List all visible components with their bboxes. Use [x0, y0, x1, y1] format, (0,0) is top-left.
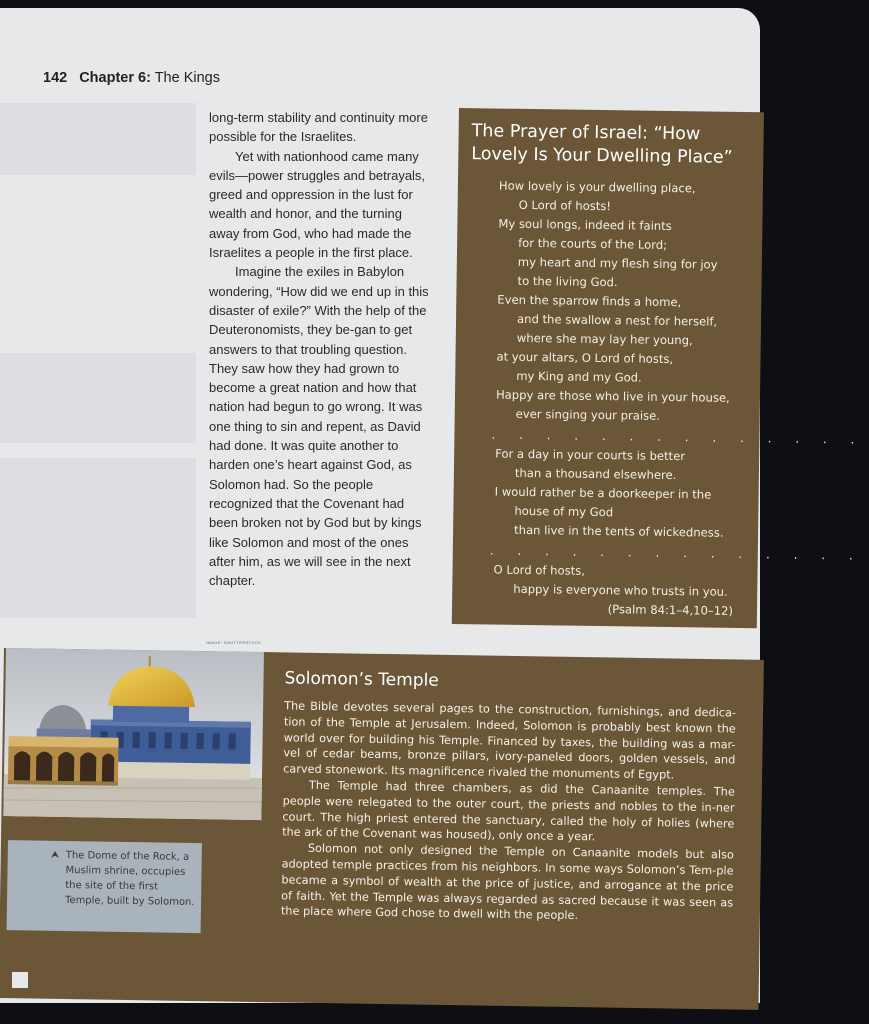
verse-line: Even the sparrow finds a home, — [497, 292, 682, 310]
verse-line: for the courts of the Lord; — [518, 235, 668, 252]
verse-line: O Lord of hosts, — [493, 562, 586, 578]
chapter-label: Chapter 6: — [79, 70, 151, 86]
prayer-sidebar — [452, 108, 865, 628]
verse-line: my heart and my flesh sing for joy — [517, 254, 718, 272]
verse-line: where she may lay her young, — [516, 330, 693, 348]
page-number: 142 — [43, 70, 68, 86]
temple-title: Solomon’s Temple — [284, 668, 439, 691]
psalm-verses — [489, 177, 865, 603]
verse-line: at your altars, O Lord of hosts, — [496, 349, 674, 367]
psalm-citation: (Psalm 84:1–4,10–12) — [607, 602, 734, 618]
verse-line: How lovely is your dwelling place, — [498, 178, 696, 196]
bleedthrough-block — [0, 353, 196, 443]
verse-line: my King and my God. — [516, 368, 642, 385]
bleedthrough-block — [0, 458, 196, 618]
verse-line: For a day in your courts is better — [495, 446, 686, 464]
verse-line: happy is everyone who trusts in you. — [513, 581, 728, 599]
bleedthrough-block — [0, 103, 196, 175]
stanza-separator: . . . . . . . . . . . . . . — [489, 543, 863, 563]
prayer-title: The Prayer of Israel: “How Lovely Is Your Dwelling Place” — [471, 121, 733, 168]
chapter-title: The Kings — [154, 70, 220, 86]
stanza-separator: . . . . . . . . . . . . . . — [491, 427, 865, 447]
verse-line: I would rather be a doorkeeper in the — [494, 484, 712, 502]
main-text-column — [209, 108, 434, 590]
verse-line: to the living God. — [517, 273, 618, 290]
verse-line: My soul longs, indeed it faints — [498, 216, 672, 233]
verse-line: than live in the tents of wickedness. — [514, 522, 724, 540]
verse-line: ever singing your praise. — [515, 406, 661, 423]
verse-line: O Lord of hosts! — [518, 197, 612, 214]
temple-paragraph: The Bible devotes several pages to the construction, furnishings, and dedica-tion of the Temple at Jerusalem. Indeed, Solomon is probably best known the world over for building his Temple. Financed by taxes, the building was a mar-vel of cedar beams, bronze pillars, ivory-paneled doors, golden vessels, and carved stonework. Its magnificence rivaled the monuments of Egypt. — [283, 699, 737, 782]
temple-paragraph: Solomon not only designed the Temple on Canaanite models but also adopted temple practices from his neighbors. In some ways Solomon’s Tem-ple became a symbol of wealth at the price of justice, and arrogance at the price of faith. Yet the Temple was always regarded as sacred because it was seen as the place where God chose to dwell with the people. — [280, 841, 734, 923]
running-header — [43, 70, 220, 86]
verse-line: and the swallow a nest for herself, — [516, 311, 718, 329]
verse-line: than a thousand elsewhere. — [514, 465, 677, 483]
dome-of-the-rock-photo — [3, 648, 264, 820]
temple-article — [281, 668, 737, 926]
up-arrow-icon: ⮝ — [50, 849, 60, 861]
verse-line: Happy are those who live in your house, — [495, 387, 730, 405]
image-credit: IMAGE: SHUTTERSTOCK — [206, 640, 262, 645]
body-paragraph: Imagine the exiles in Babylon wondering, “How did we end up in this disaster of exile?” With the help of the Deuteronomists, they be-gan to get answers to that troubling question. They saw how they had grown to become a great nation and how that nation had begun to go wrong. It was one thing to sin and repent, as David had done. It was quite another to harden one’s heart against God, as Solomon had. So the people recognized that the Covenant had been broken not by God but by kings like Solomon and most of the ones after him, as we will see in the next chapter. — [209, 264, 429, 589]
temple-sidebar — [0, 648, 764, 1010]
body-paragraph: long-term stability and continuity more possible for the Israelites. — [209, 110, 428, 145]
verse-line: house of my God — [514, 503, 614, 520]
page-corner-tab — [12, 972, 28, 988]
body-paragraph: Yet with nationhood came many evils—power struggles and betrayals, greed and oppression in the lust for wealth and honor, and the turning away from God, who had made the Israelites a people in the first place. — [209, 148, 426, 261]
temple-paragraph: The Temple had three chambers, as did the Canaanite temples. The people were relegated to the outer court, the priests and nobles to the in-ner court. The high priest entered the sanctuary, called the holy of holies (where the ark of the Covenant was housed), only once a year. — [282, 778, 735, 844]
caption-text: The Dome of the Rock, a Muslim shrine, occupies the site of the first Temple, built by Solomon. — [64, 849, 195, 909]
photo-caption — [7, 840, 202, 933]
